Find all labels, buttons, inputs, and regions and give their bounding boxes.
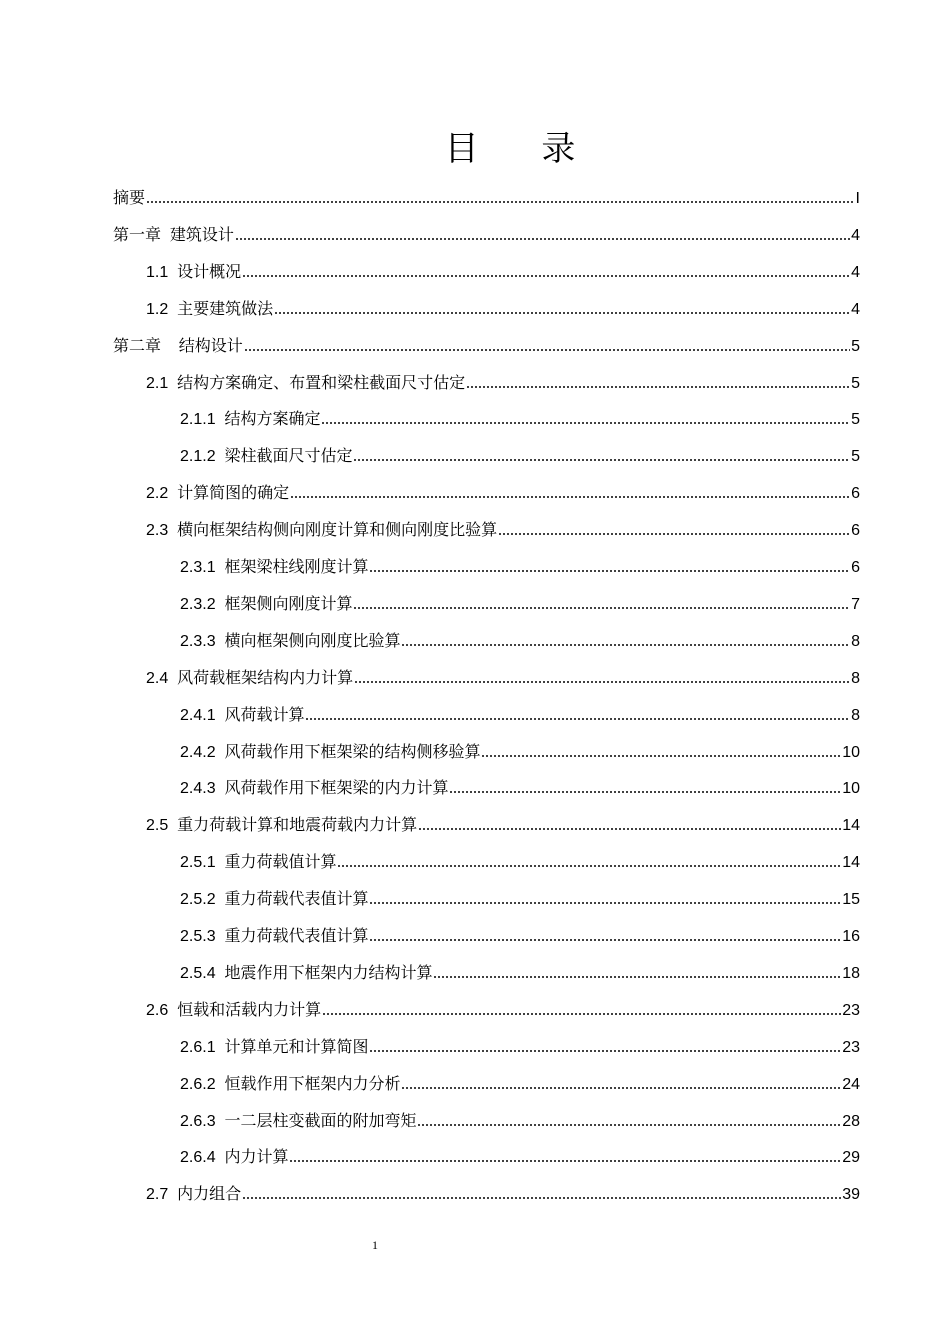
toc-entry[interactable] [180,852,860,874]
toc-entry[interactable] [180,889,860,911]
toc-entry[interactable] [146,373,860,395]
dot-leader [401,643,850,647]
toc-entry[interactable] [146,299,860,321]
toc-entry-page: 5 [851,338,860,355]
toc-entry-label: 摘要 [113,190,146,207]
dot-leader [244,348,850,352]
toc-entry[interactable] [180,446,860,468]
toc-entry[interactable] [113,188,860,210]
toc-entry-page: 6 [851,485,860,502]
dot-leader [417,1123,841,1127]
toc-entry-label: 2.4.1 风荷载计算 [180,707,305,724]
toc-entry-page: 23 [842,1039,860,1056]
toc-entry[interactable] [180,778,860,800]
dot-leader [290,495,850,499]
toc-entry-label: 2.5.3 重力荷载代表值计算 [180,928,369,945]
toc-entry-label: 2.4.2 风荷载作用下框架梁的结构侧移验算 [180,744,481,761]
toc-entry-page: 14 [842,817,860,834]
toc-entry-label: 2.7 内力组合 [146,1186,242,1203]
toc-entry-page: 6 [851,559,860,576]
toc-entry-label: 2.4.3 风荷载作用下框架梁的内力计算 [180,780,449,797]
toc-entry-page: 4 [851,301,860,318]
toc-entry-page: I [855,190,860,207]
toc-entry-page: 29 [842,1149,860,1166]
toc-entry[interactable] [180,631,860,653]
dot-leader [235,237,850,241]
toc-entry-page: 5 [851,411,860,428]
toc-entry-label: 2.6.2 恒载作用下框架内力分析 [180,1076,401,1093]
toc-entry[interactable] [180,705,860,727]
dot-leader [337,864,841,868]
toc-entry-page: 14 [842,854,860,871]
toc-entry-page: 16 [842,928,860,945]
toc-entry-page: 24 [842,1076,860,1093]
toc-entry-label: 2.6 恒载和活载内力计算 [146,1002,322,1019]
toc-entry[interactable] [180,557,860,579]
toc-entry-label: 2.2 计算简图的确定 [146,485,290,502]
toc-entry-label: 1.2 主要建筑做法 [146,301,274,318]
toc-entry[interactable] [180,926,860,948]
dot-leader [146,200,855,204]
toc-entry[interactable] [180,742,860,764]
toc-entry-label: 2.5 重力荷载计算和地震荷载内力计算 [146,817,418,834]
toc-entry-label: 1.1 设计概况 [146,264,242,281]
toc-entry-label: 2.3.2 框架侧向刚度计算 [180,596,353,613]
toc-entry-label: 2.5.2 重力荷载代表值计算 [180,891,369,908]
toc-entry-label: 2.3.3 横向框架侧向刚度比验算 [180,633,401,650]
toc-entry[interactable] [180,1074,860,1096]
toc-entry-label: 2.6.3 一二层柱变截面的附加弯矩 [180,1113,417,1130]
toc-entry[interactable] [180,594,860,616]
toc-entry-label: 2.5.1 重力荷载值计算 [180,854,337,871]
toc-entry[interactable] [180,1147,860,1169]
toc-entry-page: 5 [851,448,860,465]
toc-entry[interactable] [146,520,860,542]
toc-entry[interactable] [146,1000,860,1022]
toc-entry[interactable] [146,1184,860,1206]
toc-entry[interactable] [146,668,860,690]
toc-entry-page: 8 [851,707,860,724]
toc-entry[interactable] [146,483,860,505]
toc-entry-page: 23 [842,1002,860,1019]
toc-entry[interactable] [180,1037,860,1059]
toc-entry-label: 2.6.4 内力计算 [180,1149,289,1166]
page-number: 1 [372,1238,378,1252]
dot-leader [498,532,850,536]
dot-leader [369,569,850,573]
toc-entry-page: 10 [842,780,860,797]
dot-leader [354,680,850,684]
toc-entry-page: 8 [851,633,860,650]
toc-entry-page: 4 [851,264,860,281]
dot-leader [481,754,841,758]
toc-entry-page: 10 [842,744,860,761]
dot-leader [353,458,850,462]
toc-entry-page: 28 [842,1113,860,1130]
dot-leader [433,975,841,979]
toc-entry-page: 18 [842,965,860,982]
toc-entry-page: 5 [851,375,860,392]
dot-leader [418,827,841,831]
toc-entry-label: 2.1 结构方案确定、布置和梁柱截面尺寸估定 [146,375,466,392]
dot-leader [322,1012,841,1016]
toc-entry-page: 39 [842,1186,860,1203]
toc-entry[interactable] [180,963,860,985]
dot-leader [353,606,850,610]
dot-leader [369,1049,841,1053]
toc-entry[interactable] [113,336,860,358]
toc-entry[interactable] [146,262,860,284]
dot-leader [305,717,850,721]
page-title: 目 录 [444,129,602,169]
toc-entry-label: 2.3.1 框架梁柱线刚度计算 [180,559,369,576]
dot-leader [289,1159,841,1163]
toc-entry-page: 8 [851,670,860,687]
dot-leader [274,311,850,315]
dot-leader [401,1086,841,1090]
toc-entry-label: 2.5.4 地震作用下框架内力结构计算 [180,965,433,982]
toc-entry-label: 2.1.2 梁柱截面尺寸估定 [180,448,353,465]
dot-leader [242,1196,841,1200]
toc-entry-label: 2.3 横向框架结构侧向刚度计算和侧向刚度比验算 [146,522,498,539]
toc-entry-label: 第二章 结构设计 [113,338,243,355]
toc-entry[interactable] [180,1111,860,1133]
toc-entry-page: 15 [842,891,860,908]
toc-entry-label: 2.4 风荷载框架结构内力计算 [146,670,354,687]
toc-entry-label: 2.6.1 计算单元和计算简图 [180,1039,369,1056]
toc-entry-page: 6 [851,522,860,539]
toc-entry[interactable] [113,225,860,247]
dot-leader [242,274,850,278]
toc-entry[interactable] [146,815,860,837]
toc-entry-page: 7 [851,596,860,613]
toc-entry-label: 第一章 建筑设计 [113,227,234,244]
dot-leader [321,421,850,425]
toc-entry-label: 2.1.1 结构方案确定 [180,411,321,428]
toc-entry-page: 4 [851,227,860,244]
dot-leader [369,938,841,942]
dot-leader [466,385,850,389]
toc-entry[interactable] [180,409,860,431]
dot-leader [369,901,841,905]
dot-leader [449,790,841,794]
